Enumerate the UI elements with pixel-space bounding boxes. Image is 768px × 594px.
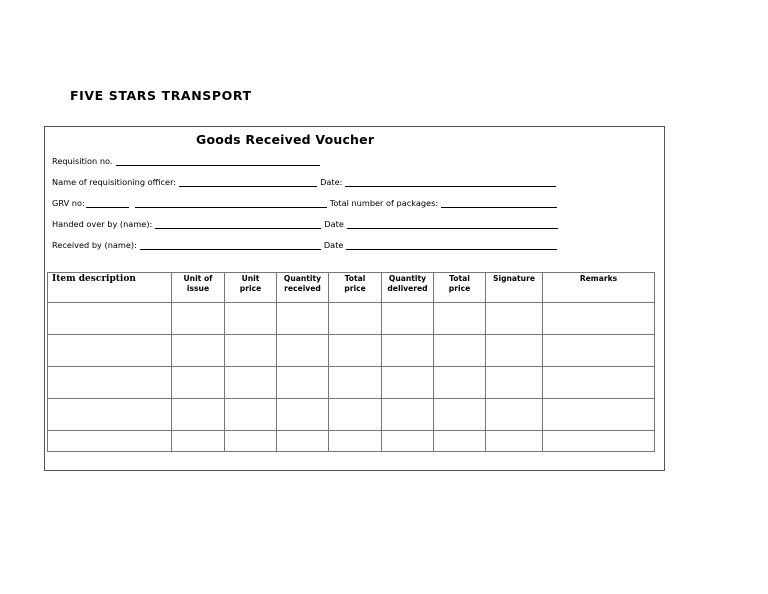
table-cell[interactable] [329, 367, 382, 399]
requisition-no-blank[interactable] [116, 158, 320, 166]
table-cell[interactable] [382, 335, 434, 367]
voucher-form [44, 126, 665, 471]
handed-over-date-label: Date [324, 219, 344, 229]
header-quantity-received: Quantity received [277, 273, 329, 303]
table-cell[interactable] [225, 367, 277, 399]
table-cell[interactable] [48, 303, 172, 335]
table-cell[interactable] [486, 399, 543, 431]
table-cell[interactable] [329, 399, 382, 431]
handed-over-row [52, 219, 561, 229]
table-cell[interactable] [382, 367, 434, 399]
table-cell[interactable] [277, 431, 329, 452]
header-unit-price: Unit price [225, 273, 277, 303]
table-cell[interactable] [543, 399, 655, 431]
requisition-row [52, 156, 323, 166]
table-cell[interactable] [382, 303, 434, 335]
table-cell[interactable] [434, 431, 486, 452]
grv-no-blank-long[interactable] [135, 200, 327, 208]
header-remarks: Remarks [543, 273, 655, 303]
table-cell[interactable] [172, 431, 225, 452]
table-cell[interactable] [329, 303, 382, 335]
table-cell[interactable] [48, 399, 172, 431]
header-signature: Signature [486, 273, 543, 303]
table-cell[interactable] [277, 335, 329, 367]
table-cell[interactable] [225, 335, 277, 367]
table-cell[interactable] [48, 367, 172, 399]
officer-date-label: Date: [320, 177, 343, 187]
table-cell[interactable] [48, 335, 172, 367]
received-by-row [52, 240, 560, 250]
table-cell[interactable] [486, 303, 543, 335]
voucher-title: Goods Received Voucher [196, 132, 375, 147]
table-cell[interactable] [486, 431, 543, 452]
table-cell[interactable] [434, 335, 486, 367]
officer-name-blank[interactable] [179, 179, 317, 187]
table-cell[interactable] [48, 431, 172, 452]
total-packages-label: Total number of packages: [329, 198, 439, 208]
handed-over-label: Handed over by (name): [52, 219, 153, 229]
received-by-blank[interactable] [140, 242, 321, 250]
table-cell[interactable] [225, 431, 277, 452]
received-by-label: Received by (name): [52, 240, 137, 250]
officer-row [52, 177, 559, 187]
table-cell[interactable] [434, 367, 486, 399]
officer-name-label: Name of requisitioning officer: [52, 177, 177, 187]
header-total-price-2: Total price [434, 273, 486, 303]
header-total-price: Total price [329, 273, 382, 303]
table-header-row [48, 273, 655, 303]
table-cell[interactable] [277, 303, 329, 335]
table-row [48, 399, 655, 431]
company-name: FIVE STARS TRANSPORT [70, 88, 252, 103]
header-quantity-delivered: Quantity delivered [382, 273, 434, 303]
table-cell[interactable] [434, 399, 486, 431]
header-unit-of-issue: Unit of issue [172, 273, 225, 303]
handed-over-blank[interactable] [155, 221, 321, 229]
received-date-label: Date [323, 240, 344, 250]
table-cell[interactable] [382, 431, 434, 452]
total-packages-blank[interactable] [441, 200, 557, 208]
table-cell[interactable] [543, 367, 655, 399]
table-cell[interactable] [543, 303, 655, 335]
grv-no-blank-short[interactable] [86, 200, 129, 208]
requisition-no-label: Requisition no. [52, 156, 113, 166]
table-row [48, 303, 655, 335]
table-cell[interactable] [434, 303, 486, 335]
table-cell[interactable] [543, 431, 655, 452]
table-cell[interactable] [382, 399, 434, 431]
handed-over-date-blank[interactable] [347, 221, 558, 229]
table-cell[interactable] [329, 335, 382, 367]
table-row [48, 431, 655, 452]
table-cell[interactable] [486, 367, 543, 399]
table-cell[interactable] [225, 303, 277, 335]
table-cell[interactable] [172, 399, 225, 431]
officer-date-blank[interactable] [345, 179, 556, 187]
header-item-description: Item description [48, 273, 172, 303]
table-cell[interactable] [277, 367, 329, 399]
table-cell[interactable] [543, 335, 655, 367]
table-row [48, 335, 655, 367]
grv-row [52, 198, 560, 208]
table-cell[interactable] [172, 367, 225, 399]
table-row [48, 367, 655, 399]
table-cell[interactable] [329, 431, 382, 452]
grv-no-label: GRV no: [52, 198, 85, 208]
table-cell[interactable] [277, 399, 329, 431]
table-cell[interactable] [172, 335, 225, 367]
table-cell[interactable] [225, 399, 277, 431]
table-cell[interactable] [486, 335, 543, 367]
table-cell[interactable] [172, 303, 225, 335]
received-date-blank[interactable] [346, 242, 557, 250]
items-table [47, 272, 655, 452]
